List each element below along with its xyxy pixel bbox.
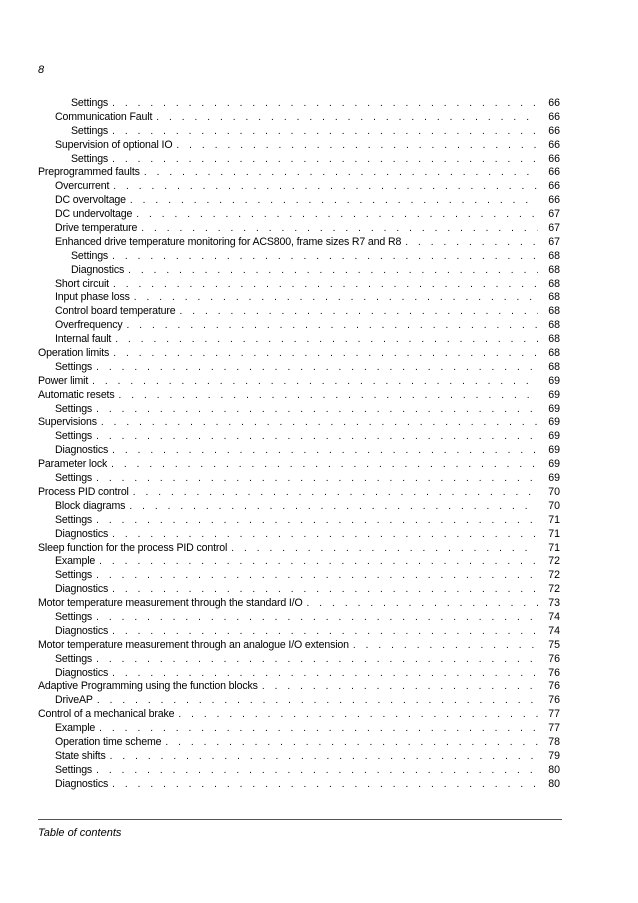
- toc-entry[interactable]: [38, 416, 560, 430]
- toc-entry-page-number: 69: [548, 472, 560, 485]
- toc-entry-title: Drive temperature: [55, 222, 138, 235]
- toc-entry[interactable]: [38, 458, 560, 472]
- toc-entry-title: Power limit: [38, 374, 89, 387]
- toc-entry-page-number: 79: [548, 749, 560, 762]
- toc-entry-title: Settings: [55, 610, 93, 623]
- toc-dot-leader: [88, 375, 538, 389]
- toc-dot-leader: [92, 472, 538, 486]
- toc-dot-leader: [108, 667, 538, 681]
- toc-entry-title: Motor temperature measurement through an analogue I/O extension: [38, 638, 349, 651]
- toc-entry-title: Diagnostics: [55, 777, 109, 790]
- toc-entry[interactable]: [38, 194, 560, 208]
- toc-entry[interactable]: [38, 125, 560, 139]
- toc-entry-page-number: 80: [548, 763, 560, 776]
- toc-entry-title: Settings: [71, 249, 109, 262]
- toc-entry-title: Diagnostics: [55, 444, 109, 457]
- toc-dot-leader: [92, 611, 538, 625]
- toc-dot-leader: [109, 347, 538, 361]
- toc-entry-title: Settings: [55, 360, 93, 373]
- toc-entry[interactable]: [38, 180, 560, 194]
- toc-entry-title: Settings: [55, 402, 93, 415]
- toc-entry[interactable]: [38, 500, 560, 514]
- toc-entry-page-number: 66: [548, 180, 560, 193]
- toc-entry-title: Sleep function for the process PID control: [38, 541, 228, 554]
- toc-entry-title: Settings: [55, 513, 93, 526]
- toc-dot-leader: [137, 222, 538, 236]
- footer-divider: [38, 819, 562, 820]
- toc-entry-page-number: 69: [548, 430, 560, 443]
- toc-dot-leader: [108, 250, 538, 264]
- toc-entry-page-number: 70: [548, 485, 560, 498]
- toc-entry-page-number: 80: [548, 777, 560, 790]
- toc-dot-leader: [92, 764, 538, 778]
- toc-entry-page-number: 68: [548, 263, 560, 276]
- toc-entry-title: Block diagrams: [55, 499, 126, 512]
- toc-entry[interactable]: [38, 97, 560, 111]
- toc-entry-page-number: 68: [548, 277, 560, 290]
- toc-entry-title: Settings: [71, 152, 109, 165]
- toc-entry-title: Internal fault: [55, 333, 112, 346]
- toc-entry-page-number: 66: [548, 194, 560, 207]
- toc-dot-leader: [108, 625, 538, 639]
- toc-entry-page-number: 66: [548, 152, 560, 165]
- toc-entry[interactable]: [38, 597, 560, 611]
- toc-entry[interactable]: [38, 291, 560, 305]
- toc-entry[interactable]: [38, 514, 560, 528]
- toc-entry[interactable]: [38, 139, 560, 153]
- toc-entry-title: DriveAP: [55, 694, 93, 707]
- toc-entry-title: DC undervoltage: [55, 208, 133, 221]
- toc-entry[interactable]: [38, 611, 560, 625]
- toc-entry-page-number: 71: [548, 513, 560, 526]
- table-of-contents: [38, 97, 560, 792]
- toc-entry-title: Supervision of optional IO: [55, 138, 173, 151]
- toc-entry[interactable]: [38, 528, 560, 542]
- toc-entry-page-number: 68: [548, 249, 560, 262]
- toc-entry[interactable]: [38, 708, 560, 722]
- toc-entry-page-number: 74: [548, 624, 560, 637]
- toc-entry-page-number: 66: [548, 138, 560, 151]
- toc-dot-leader: [176, 305, 539, 319]
- toc-entry-title: Operation time scheme: [55, 735, 162, 748]
- toc-dot-leader: [115, 389, 539, 403]
- toc-dot-leader: [172, 139, 538, 153]
- toc-dot-leader: [111, 333, 538, 347]
- toc-dot-leader: [108, 528, 538, 542]
- toc-entry-title: Overfrequency: [55, 319, 123, 332]
- toc-entry-page-number: 69: [548, 416, 560, 429]
- toc-entry-title: Settings: [55, 430, 93, 443]
- toc-entry-page-number: 66: [548, 97, 560, 109]
- toc-entry-title: Automatic resets: [38, 388, 115, 401]
- toc-entry[interactable]: [38, 694, 560, 708]
- toc-dot-leader: [92, 653, 538, 667]
- toc-dot-leader: [108, 97, 538, 111]
- toc-entry[interactable]: [38, 667, 560, 681]
- toc-entry[interactable]: [38, 542, 560, 556]
- toc-dot-leader: [132, 208, 538, 222]
- toc-entry-title: Operation limits: [38, 347, 110, 360]
- toc-entry[interactable]: [38, 764, 560, 778]
- toc-dot-leader: [107, 458, 538, 472]
- toc-entry-title: Example: [55, 722, 96, 735]
- toc-entry-page-number: 68: [548, 360, 560, 373]
- toc-dot-leader: [140, 166, 538, 180]
- toc-entry[interactable]: [38, 486, 560, 500]
- toc-entry-title: State shifts: [55, 749, 106, 762]
- toc-entry-title: Diagnostics: [55, 583, 109, 596]
- toc-entry[interactable]: [38, 653, 560, 667]
- toc-dot-leader: [174, 708, 538, 722]
- toc-dot-leader: [130, 291, 538, 305]
- toc-entry-title: Adaptive Programming using the function blocks: [38, 680, 258, 693]
- toc-dot-leader: [92, 361, 538, 375]
- toc-dot-leader: [95, 555, 538, 569]
- toc-entry-title: Settings: [55, 472, 93, 485]
- toc-entry-page-number: 72: [548, 569, 560, 582]
- toc-dot-leader: [108, 444, 538, 458]
- toc-entry[interactable]: [38, 722, 560, 736]
- toc-dot-leader: [124, 264, 538, 278]
- toc-entry-page-number: 68: [548, 291, 560, 304]
- toc-entry[interactable]: [38, 208, 560, 222]
- toc-dot-leader: [106, 750, 538, 764]
- toc-entry-page-number: 68: [548, 305, 560, 318]
- toc-entry-title: Settings: [55, 569, 93, 582]
- toc-entry[interactable]: [38, 278, 560, 292]
- toc-entry-page-number: 68: [548, 319, 560, 332]
- toc-entry[interactable]: [38, 583, 560, 597]
- toc-entry-title: Parameter lock: [38, 458, 108, 471]
- toc-entry-title: Diagnostics: [71, 263, 125, 276]
- toc-entry-title: Input phase loss: [55, 291, 130, 304]
- toc-dot-leader: [258, 680, 538, 694]
- toc-dot-leader: [129, 486, 538, 500]
- toc-entry-page-number: 69: [548, 444, 560, 457]
- toc-entry-page-number: 77: [548, 708, 560, 721]
- toc-entry-title: Settings: [55, 763, 93, 776]
- toc-entry-title: Supervisions: [38, 416, 97, 429]
- toc-entry[interactable]: [38, 111, 560, 125]
- toc-entry[interactable]: [38, 236, 560, 250]
- toc-dot-leader: [108, 153, 538, 167]
- toc-entry-page-number: 69: [548, 374, 560, 387]
- toc-entry-page-number: 66: [548, 166, 560, 179]
- toc-dot-leader: [126, 194, 538, 208]
- toc-dot-leader: [108, 778, 538, 792]
- toc-entry[interactable]: [38, 625, 560, 639]
- toc-entry-page-number: 68: [548, 333, 560, 346]
- page-number: 8: [38, 64, 45, 76]
- toc-entry-title: Diagnostics: [55, 527, 109, 540]
- toc-entry-page-number: 77: [548, 722, 560, 735]
- toc-entry-title: Settings: [71, 97, 109, 109]
- toc-entry[interactable]: [38, 750, 560, 764]
- toc-entry-page-number: 66: [548, 124, 560, 137]
- toc-entry[interactable]: [38, 333, 560, 347]
- toc-entry[interactable]: [38, 639, 560, 653]
- toc-entry-page-number: 78: [548, 735, 560, 748]
- toc-entry-page-number: 67: [548, 208, 560, 221]
- toc-entry-page-number: 69: [548, 388, 560, 401]
- toc-dot-leader: [161, 736, 538, 750]
- toc-dot-leader: [97, 416, 538, 430]
- toc-entry-page-number: 68: [548, 347, 560, 360]
- toc-entry-title: Control of a mechanical brake: [38, 708, 175, 721]
- toc-entry-title: Communication Fault: [55, 110, 153, 123]
- toc-entry[interactable]: [38, 778, 560, 792]
- toc-entry[interactable]: [38, 472, 560, 486]
- toc-entry-title: Preprogrammed faults: [38, 166, 140, 179]
- toc-dot-leader: [123, 319, 538, 333]
- toc-entry[interactable]: [38, 250, 560, 264]
- toc-dot-leader: [93, 694, 538, 708]
- toc-entry-page-number: 72: [548, 583, 560, 596]
- toc-entry[interactable]: [38, 361, 560, 375]
- toc-entry[interactable]: [38, 319, 560, 333]
- toc-entry-title: Diagnostics: [55, 666, 109, 679]
- toc-dot-leader: [125, 500, 538, 514]
- toc-entry[interactable]: [38, 264, 560, 278]
- toc-dot-leader: [227, 542, 538, 556]
- toc-entry[interactable]: [38, 222, 560, 236]
- toc-entry-page-number: 71: [548, 541, 560, 554]
- toc-entry-page-number: 76: [548, 680, 560, 693]
- toc-entry-page-number: 69: [548, 402, 560, 415]
- toc-entry-page-number: 67: [548, 235, 560, 248]
- toc-entry[interactable]: [38, 736, 560, 750]
- toc-dot-leader: [109, 278, 538, 292]
- toc-entry[interactable]: [38, 555, 560, 569]
- toc-dot-leader: [349, 639, 538, 653]
- toc-entry[interactable]: [38, 403, 560, 417]
- toc-entry-page-number: 66: [548, 110, 560, 123]
- toc-entry[interactable]: [38, 569, 560, 583]
- toc-entry-title: Settings: [55, 652, 93, 665]
- toc-dot-leader: [401, 236, 538, 250]
- toc-entry-title: Process PID control: [38, 485, 129, 498]
- toc-dot-leader: [92, 569, 538, 583]
- toc-entry-page-number: 76: [548, 652, 560, 665]
- toc-entry[interactable]: [38, 430, 560, 444]
- toc-entry-page-number: 76: [548, 666, 560, 679]
- toc-entry[interactable]: [38, 166, 560, 180]
- toc-dot-leader: [92, 430, 538, 444]
- toc-entry-page-number: 74: [548, 610, 560, 623]
- toc-entry-title: Example: [55, 555, 96, 568]
- toc-entry-title: Settings: [71, 124, 109, 137]
- toc-entry-title: Diagnostics: [55, 624, 109, 637]
- toc-dot-leader: [108, 125, 538, 139]
- footer-label: Table of contents: [38, 827, 122, 839]
- toc-entry[interactable]: [38, 347, 560, 361]
- toc-entry-page-number: 69: [548, 458, 560, 471]
- toc-entry[interactable]: [38, 305, 560, 319]
- toc-dot-leader: [152, 111, 538, 125]
- toc-dot-leader: [303, 597, 538, 611]
- toc-entry-page-number: 67: [548, 222, 560, 235]
- toc-entry[interactable]: [38, 444, 560, 458]
- toc-entry-title: Control board temperature: [55, 305, 176, 318]
- toc-entry-title: Motor temperature measurement through the standard I/O: [38, 597, 303, 610]
- toc-dot-leader: [92, 514, 538, 528]
- toc-dot-leader: [92, 403, 538, 417]
- toc-dot-leader: [95, 722, 538, 736]
- toc-entry[interactable]: [38, 153, 560, 167]
- toc-entry-page-number: 71: [548, 527, 560, 540]
- toc-entry-page-number: 76: [548, 694, 560, 707]
- toc-entry-page-number: 72: [548, 555, 560, 568]
- toc-entry-title: DC overvoltage: [55, 194, 126, 207]
- toc-entry-page-number: 70: [548, 499, 560, 512]
- toc-entry-title: Enhanced drive temperature monitoring for ACS800, frame sizes R7 and R8: [55, 235, 402, 248]
- toc-entry-page-number: 75: [548, 638, 560, 651]
- toc-entry[interactable]: [38, 375, 560, 389]
- toc-entry[interactable]: [38, 680, 560, 694]
- toc-entry-title: Overcurrent: [55, 180, 110, 193]
- toc-dot-leader: [108, 583, 538, 597]
- toc-entry[interactable]: [38, 389, 560, 403]
- toc-entry-title: Short circuit: [55, 277, 109, 290]
- toc-dot-leader: [109, 180, 538, 194]
- toc-entry-page-number: 73: [548, 597, 560, 610]
